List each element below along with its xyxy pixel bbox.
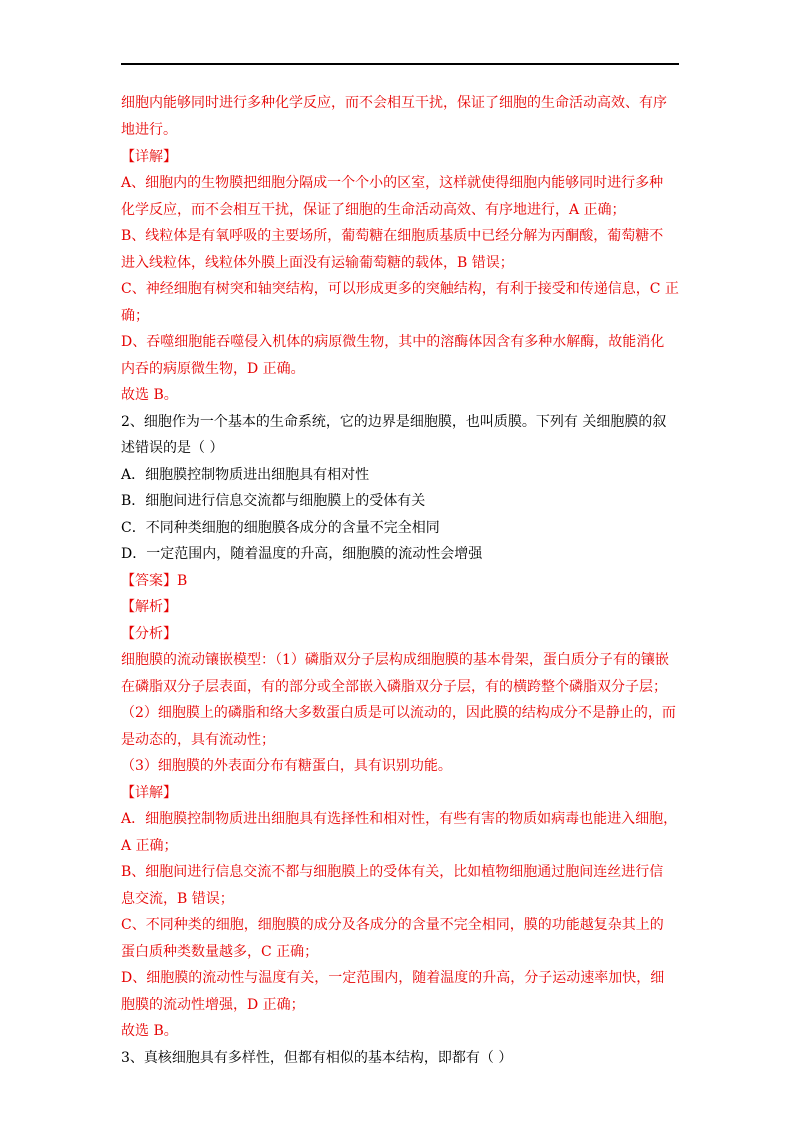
text-line: 胞膜的流动性增强，D 正确； [121,997,305,1013]
text-line: 细胞膜的流动镶嵌模型：（1）磷脂双分子层构成细胞膜的基本骨架，蛋白质分子有的镶嵌 [121,652,669,668]
text-line: 地进行。 [121,122,177,138]
text-line: A、细胞内的生物膜把细胞分隔成一个个小的区室，这样就使得细胞内能够同时进行多种 [121,175,664,191]
text-line: A 正确； [121,838,178,854]
question-stem: 2、细胞作为一个基本的生命系统，它的边界是细胞膜，也叫质膜。下列有 关细胞膜的叙 [121,414,667,430]
text-line: B、线粒体是有氧呼吸的主要场所，葡萄糖在细胞质基质中已经分解为丙酮酸，葡萄糖不 [121,228,664,244]
text-line: 在磷脂双分子层表面，有的部分或全部嵌入磷脂双分子层，有的横跨整个磷脂双分子层； [121,679,667,695]
header-rule [121,63,679,65]
conclusion-line: 故选 B。 [121,1023,178,1039]
conclusion-line: 故选 B。 [121,387,178,403]
text-line: D、细胞膜的流动性与温度有关，一定范围内，随着温度的升高，分子运动速率加快，细 [121,970,665,986]
text-line: 细胞内能够同时进行多种化学反应，而不会相互干扰，保证了细胞的生命活动高效、有序 [121,95,667,111]
text-line: 是动态的，具有流动性； [121,732,275,748]
section-heading: 【详解】 [121,785,177,801]
section-heading: 【分析】 [121,626,177,642]
option-b: B．细胞间进行信息交流都与细胞膜上的受体有关 [121,493,426,509]
text-line: C、神经细胞有树突和轴突结构，可以形成更多的突触结构，有利于接受和传递信息，C 正 [121,281,679,297]
answer-line: 【答案】B [121,573,188,589]
question-stem: 述错误的是（ ） [121,440,224,456]
text-line: D、吞噬细胞能吞噬侵入机体的病原微生物，其中的溶酶体因含有多种水解酶，故能消化 [121,334,665,350]
question-stem: 3、真核细胞具有多样性，但都有相似的基本结构，即都有（ ） [121,1050,513,1066]
text-line: C、不同种类的细胞，细胞膜的成分及各成分的含量不完全相同，膜的功能越复杂其上的 [121,917,664,933]
text-line: 蛋白质种类数量越多，C 正确； [121,944,319,960]
text-line: （2）细胞膜上的磷脂和络大多数蛋白质是可以流动的，因此膜的结构成分不是静止的，而 [121,705,676,721]
option-a: A．细胞膜控制物质进出细胞具有相对性 [121,467,370,483]
section-heading: 【解析】 [121,599,177,615]
section-heading: 【详解】 [121,149,177,165]
text-line: A．细胞膜控制物质进出细胞具有选择性和相对性，有些有害的物质如病毒也能进入细胞， [121,811,678,827]
text-line: 确； [121,308,149,324]
text-line: 进入线粒体，线粒体外膜上面没有运输葡萄糖的载体，B 错误； [121,255,514,271]
text-line: （3）细胞膜的外表面分布有糖蛋白，具有识别功能。 [121,758,452,774]
option-d: D．一定范围内，随着温度的升高，细胞膜的流动性会增强 [121,546,483,562]
text-line: 息交流，B 错误； [121,891,234,907]
option-c: C．不同种类细胞的细胞膜各成分的含量不完全相同 [121,520,440,536]
text-line: 化学反应，而不会相互干扰，保证了细胞的生命活动高效、有序地进行，A 正确； [121,202,626,218]
text-line: B、细胞间进行信息交流不都与细胞膜上的受体有关，比如植物细胞通过胞间连丝进行信 [121,864,664,880]
text-line: 内吞的病原微生物，D 正确。 [121,361,305,377]
